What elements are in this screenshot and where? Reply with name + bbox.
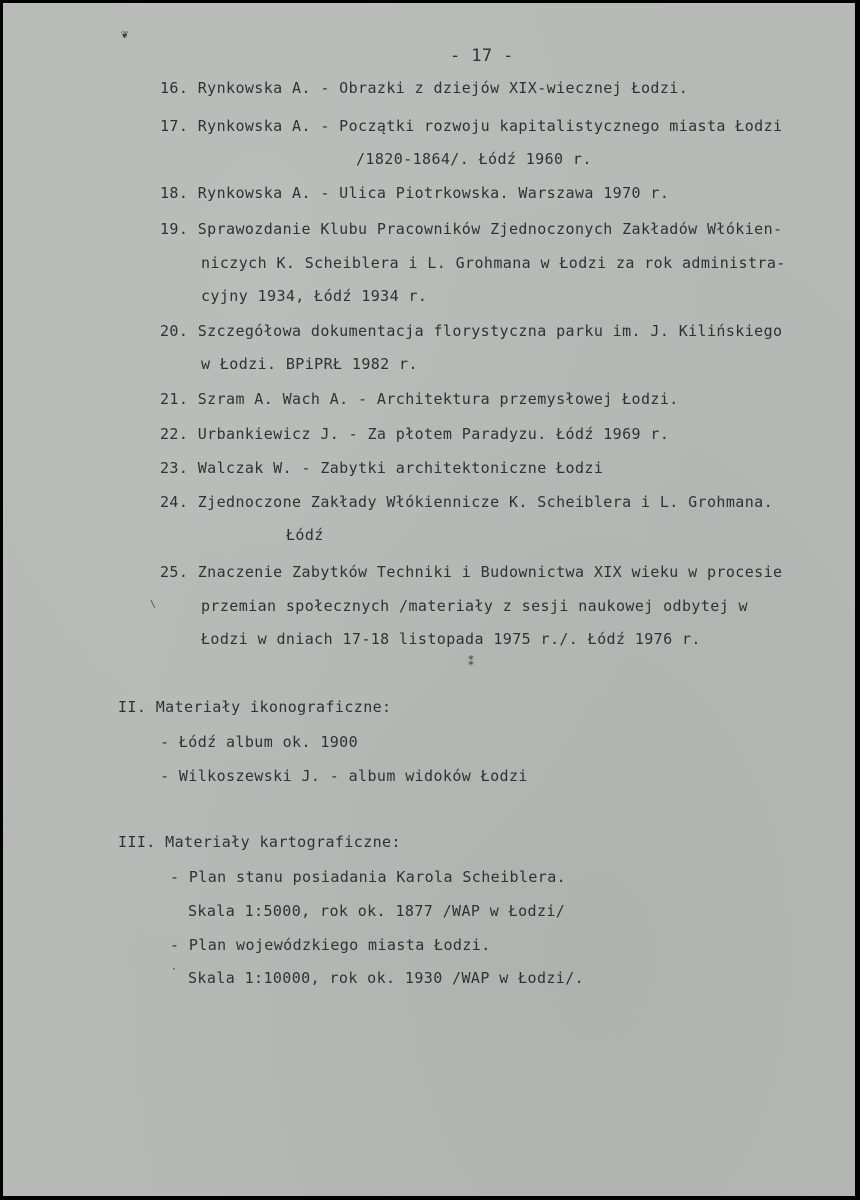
section-3-item-2-line-1: - Plan wojewódzkiego miasta Łodzi.: [170, 936, 491, 954]
entry-24-line-2: Łódź: [286, 526, 324, 544]
entry-19-line-1: 19. Sprawozdanie Klubu Pracowników Zjednoczonych Zakładów Włókien-: [160, 220, 783, 238]
ink-mark-top-left: ❦: [121, 27, 129, 41]
document-page: [3, 3, 855, 1196]
section-2-item-1: - Łódź album ok. 1900: [160, 733, 359, 751]
entry-19-line-2: niczych K. Scheiblera i L. Grohmana w Łodzi za rok administra-: [201, 254, 786, 272]
entry-23-line-1: 23. Walczak W. - Zabytki architektoniczne Łodzi: [160, 459, 604, 477]
entry-24-line-1: 24. Zjednoczone Zakłady Włókiennicze K. Scheiblera i L. Grohmana.: [160, 493, 773, 511]
entry-16-line-1: 16. Rynkowska A. - Obrazki z dziejów XIX-wiecznej Łodzi.: [160, 79, 689, 97]
ink-fleck: \: [150, 599, 157, 610]
section-3-item-1-line-2: Skala 1:5000, rok ok. 1877 /WAP w Łodzi/: [188, 902, 566, 920]
section-3-item-2-line-2: Skala 1:10000, rok ok. 1930 /WAP w Łodzi/.: [188, 969, 585, 987]
entry-17-line-1: 17. Rynkowska A. - Początki rozwoju kapitalistycznego miasta Łodzi: [160, 117, 783, 135]
entry-18-line-1: 18. Rynkowska A. - Ulica Piotrkowska. Warszawa 1970 r.: [160, 184, 670, 202]
entry-20-line-2: w Łodzi. BPiPRŁ 1982 r.: [201, 355, 418, 373]
section-2-heading: II. Materiały ikonograficzne:: [118, 698, 392, 716]
entry-17-line-2: /1820-1864/. Łódź 1960 r.: [356, 150, 592, 168]
entry-20-line-1: 20. Szczegółowa dokumentacja florystyczna parku im. J. Kilińskiego: [160, 322, 783, 340]
section-2-item-2: - Wilkoszewski J. - album widoków Łodzi: [160, 767, 528, 785]
entry-19-line-3: cyjny 1934, Łódź 1934 r.: [201, 287, 428, 305]
entry-22-line-1: 22. Urbankiewicz J. - Za płotem Paradyzu. Łódź 1969 r.: [160, 425, 670, 443]
entry-25-line-1: 25. Znaczenie Zabytków Techniki i Budownictwa XIX wieku w procesie: [160, 563, 783, 581]
ink-dot: ·: [171, 964, 178, 975]
ink-mark-middle: ⁑: [468, 655, 474, 669]
entry-25-line-3: Łodzi w dniach 17-18 listopada 1975 r./. Łódź 1976 r.: [201, 630, 701, 648]
page-number: - 17 -: [450, 46, 514, 66]
entry-21-line-1: 21. Szram A. Wach A. - Architektura przemysłowej Łodzi.: [160, 390, 679, 408]
section-3-item-1-line-1: - Plan stanu posiadania Karola Scheiblera.: [170, 868, 567, 886]
section-3-heading: III. Materiały kartograficzne:: [118, 833, 401, 851]
entry-25-line-2: przemian społecznych /materiały z sesji naukowej odbytej w: [201, 597, 748, 615]
